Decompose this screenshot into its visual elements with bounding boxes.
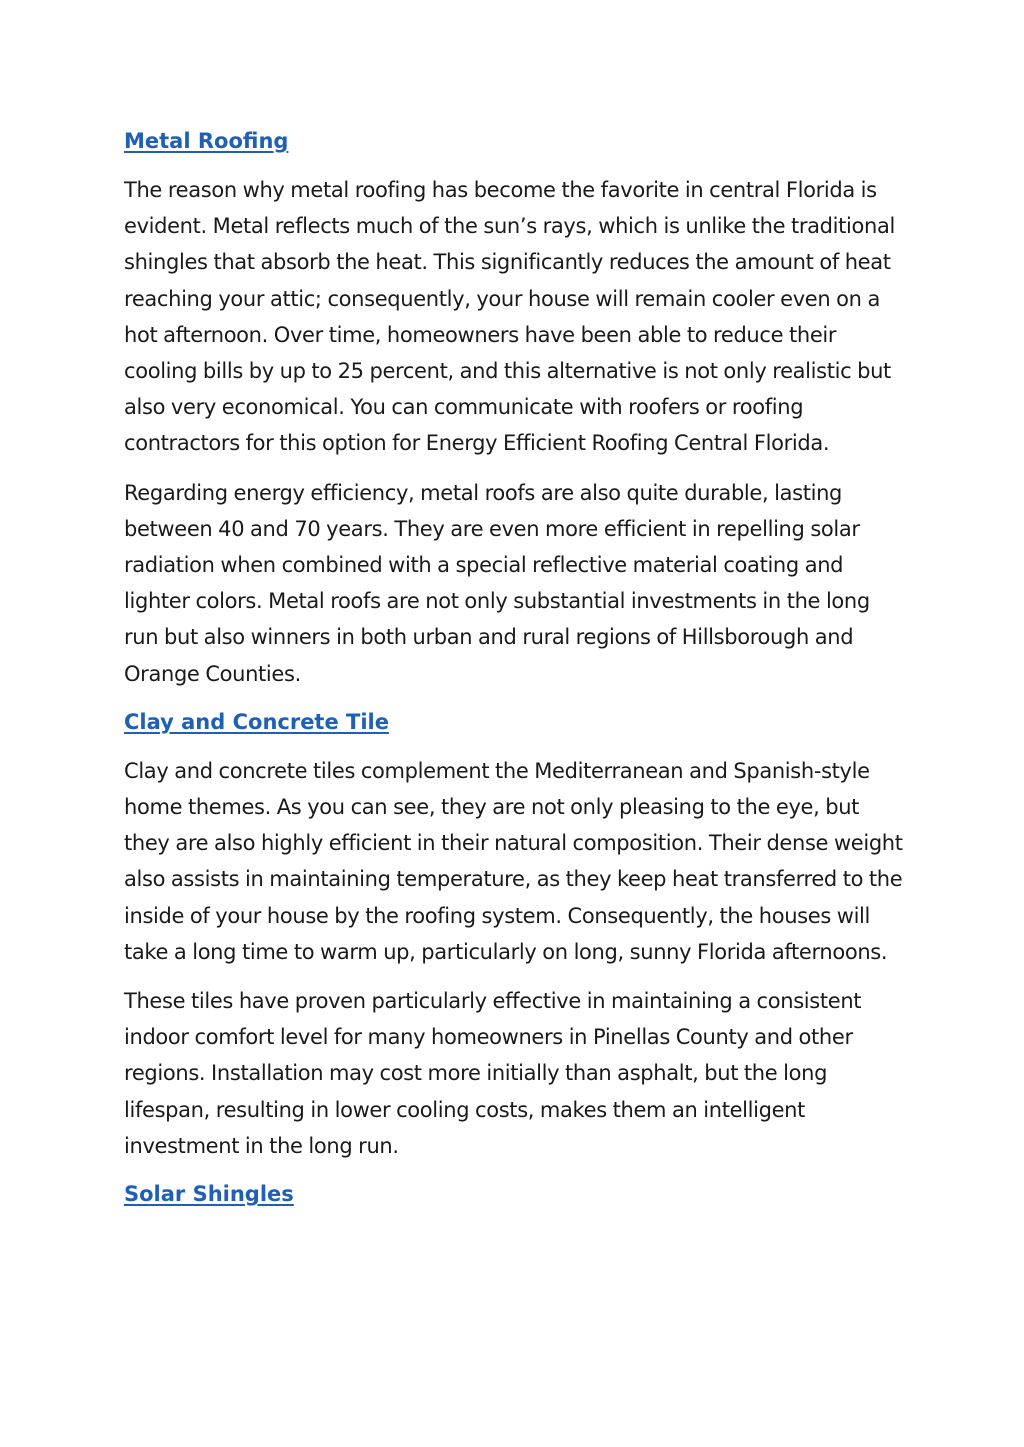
paragraph: These tiles have proven particularly effective in maintaining a consistent indoor comfort level for many homeowners in Pinellas County and other regions. Installation may cost more initially than asphalt, but the long lifespan, resulting in lower cooling costs, makes them an intelligent investment in the long run. xyxy=(124,989,862,1158)
heading-link-clay-concrete-tile[interactable]: Clay and Concrete Tile xyxy=(124,709,389,734)
paragraph: The reason why metal roofing has become the favorite in central Florida is evident. Metal reflects much of the sun’s rays, which is unlike the traditional shingles that absorb the heat. This significantly reduces the amount of heat reaching your attic; consequently, your house will remain cooler even on a hot afternoon. Over time, homeowners have been able to reduce their cooling bills by up to 25 percent, and this alternative is not only realistic but also very economical. You can communicate with roofers or roofing contractors for this option for Energy Efficient Roofing Central Florida. xyxy=(124,178,895,456)
paragraph: Clay and concrete tiles complement the Mediterranean and Spanish-style home themes. As you can see, they are not only pleasing to the eye, but they are also highly efficient in their natural composition. Their dense weight also assists in maintaining temperature, as they keep heat transferred to the inside of your house by the roofing system. Consequently, the houses will take a long time to warm up, particularly on long, sunny Florida afternoons. xyxy=(124,758,903,964)
heading-link-solar-shingles[interactable]: Solar Shingles xyxy=(124,1182,294,1207)
heading-link-metal-roofing[interactable]: Metal Roofing xyxy=(124,129,289,153)
paragraph: Regarding energy efficiency, metal roofs are also quite durable, lasting between 40 and 70 years. They are even more efficient in repelling solar radiation when combined with a special reflective material coating and lighter colors. Metal roofs are not only substantial investments in the long run but also winners in both urban and rural regions of Hillsborough and Orange Counties. xyxy=(124,480,870,686)
document-page xyxy=(124,124,904,1225)
section-clay-concrete-tile xyxy=(124,705,904,1164)
section-metal-roofing xyxy=(124,124,904,692)
section-solar-shingles xyxy=(124,1177,904,1225)
